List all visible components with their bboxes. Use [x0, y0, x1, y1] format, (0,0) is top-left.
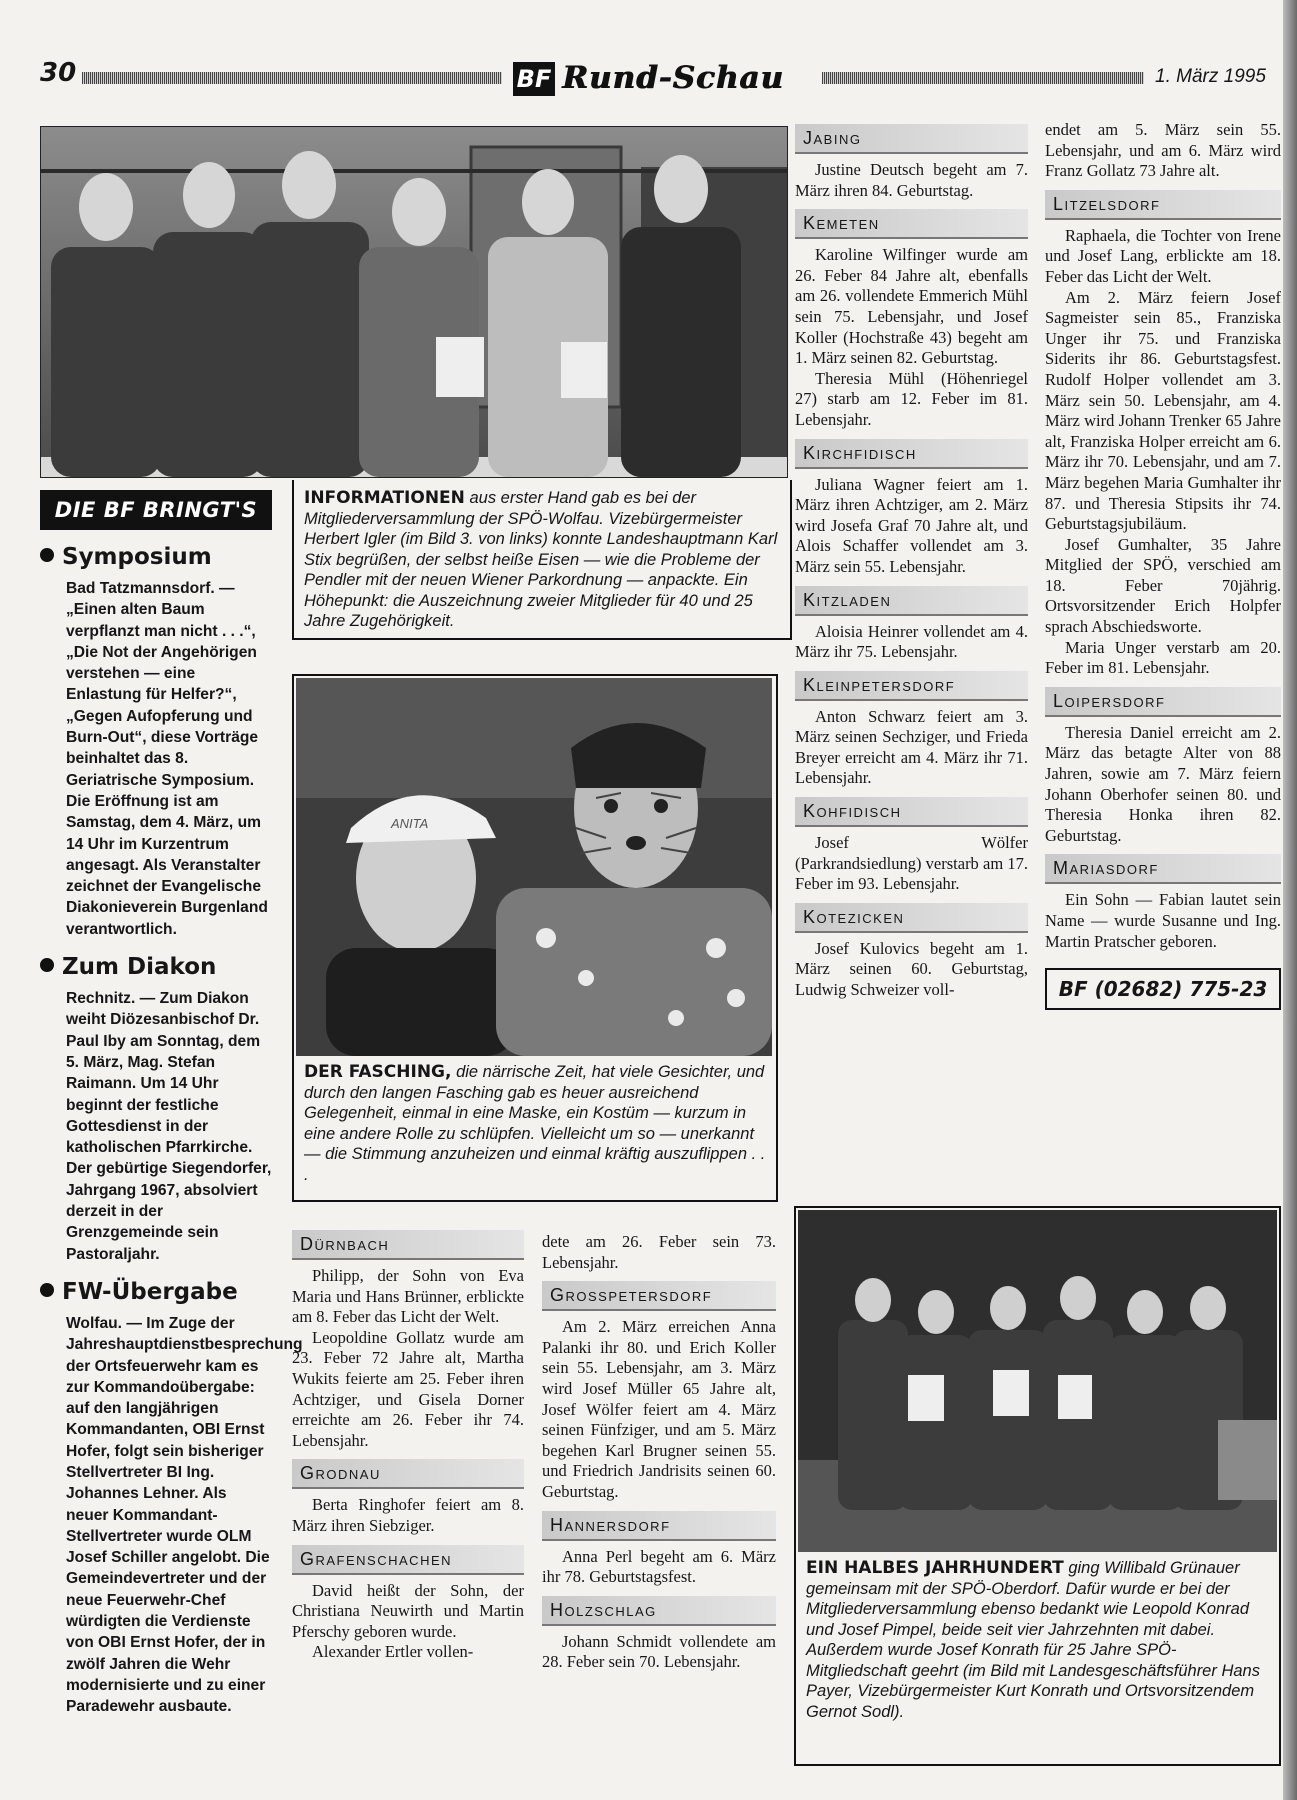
place-heading: Kohfidisch	[795, 797, 1028, 827]
place-text: David heißt der Sohn, der Christiana Neuwirth und Martin Pferschy geboren wurde.	[292, 1580, 524, 1641]
place-text: Ein Sohn — Fabian lautet sein Name — wurde Susanne und Ing. Martin Pratscher geboren.	[1045, 890, 1281, 951]
place-text: Philipp, der Sohn von Eva Maria und Hans Brünner, erblickte am 8. Feber das Licht der Welt.	[292, 1266, 524, 1327]
place-text: Alexander Ertler vollen-	[312, 1642, 474, 1662]
caption-informationen	[292, 480, 792, 640]
caption-text: ging Willibald Grünauer gemeinsam mit der SPÖ-Oberdorf. Dafür wurde er bei der Mitgliederversammlung ebenso bedankt wie Leopold Konrad und Josef Pimpel, beide seit vier Jahrzehnten mit dabei. Außerdem wurde Josef Konrath für 25 Jahre SPÖ-Mitgliedschaft geehrt (im Bild mit Landesgeschäftsführer Hans Payer, Vizebürgermeister Kurt Konrath und Ortsvorsitzendem Gernot Sodl).	[806, 1559, 1260, 1721]
caption-lead: EIN HALBES JAHRHUNDERT	[806, 1558, 1064, 1578]
place-heading: Hannersdorf	[542, 1511, 776, 1541]
photo-fasching	[296, 678, 772, 1056]
place-text: endet am 5. März sein 55. Lebensjahr, und am 6. März wird Franz Gollatz 73 Jahre alt.	[1045, 120, 1281, 181]
place-text: Berta Ringhofer feiert am 8. März ihren Siebziger.	[292, 1495, 524, 1535]
bringt-text-symposium: Bad Tatzmannsdorf. — „Einen alten Baum verpflanzt man nicht . . .“, „Die Not der Angehörigen verstehen — eine Enlastung für Helfer?“, „Gegen Aufopferung und Burn-Out“, diese Vorträge beinhaltet das 8. Geriatrische Symposium. Die Eröffnung ist am Samstag, dem 4. März, um 14 Uhr im Kurzentrum angesagt. Als Veranstalter zeichnet der Evangelische Diakonieverein Burgenland verantwortlich.	[66, 580, 268, 938]
fasching-photo-image	[296, 678, 772, 1056]
telephone-box: BF (02682) 775-23	[1045, 968, 1281, 1010]
place-text: Aloisia Heinrer vollendet am 4. März ihr 75. Lebensjahr.	[795, 621, 1028, 662]
column-places-1	[795, 120, 1028, 1001]
place-text: Josef Wölfer (Parkrandsiedlung) verstarb am 17. Feber im 93. Lebensjahr.	[795, 833, 1028, 894]
place-text: Juliana Wagner feiert am 1. März ihren Achtziger, am 2. März wird Josefa Graf 70 Jahre alt, und Alois Schaffer vollendet am 3. März sein 55. Lebensjahr.	[795, 474, 1028, 576]
page-number: 30	[40, 58, 77, 88]
place-heading: Kleinpetersdorf	[795, 671, 1028, 701]
place-text: Theresia Daniel erreicht am 2. März das betagte Alter von 88 Jahren, sowie am 7. März feiern Johann Oberhofer seinen 80. und Theresia Honka ihren 82. Geburtstag.	[1045, 722, 1281, 845]
bringt-text-fw: Wolfau. — Im Zuge der Jahreshauptdienstbesprechung der Ortsfeuerwehr kam es zur Kommandoübergabe: auf den langjährigen Kommandanten, OBI Ernst Hofer, folgt sein bisheriger Stellvertreter BI Ing. Johannes Lehner. Als neuer Kommandant-Stellvertreter wurde OLM Josef Schiller angelobt. Die Gemeindevertreter und der neue Feuerwehr-Chef würdigten die Verdienste von OBI Ernst Hofer, der in zwölf Jahren die Wehr modernisierte und zu einer Paradewehr ausbaute.	[66, 1314, 303, 1716]
scan-edge	[1283, 0, 1297, 1800]
page-date: 1. März 1995	[1155, 66, 1266, 87]
halbes-box	[794, 1206, 1281, 1766]
caption-lead: INFORMATIONEN	[304, 488, 465, 508]
place-heading: Kirchfidisch	[795, 439, 1028, 469]
bringt-heading-diakon	[40, 952, 272, 982]
cap-label: ANITA	[391, 816, 429, 831]
place-text: Anna Perl begeht am 6. März ihr 78. Geburtstagsfest.	[542, 1546, 776, 1587]
bullet-icon	[40, 1283, 54, 1297]
bringt-heading-symposium	[40, 542, 272, 572]
place-text: Am 2. März feiern Josef Sagmeister sein 85., Franziska Unger ihr 75. und Franziska Siderits ihr 86. Geburtstagsfest. Rudolf Holper vollendet am 3. März sein 50. Lebensjahr, am 4. März wird Johann Trenker 65 Jahre alt, Franziska Holper erreicht am 6. März ihr 70. Lebensjahr, und am 7. März begehen Maria Gumhalter ihr 87. und Theresia Stipsits ihr 74. Geburtstagsjubiläum.	[1045, 287, 1281, 534]
place-text: Josef Gumhalter, 35 Jahre Mitglied der SPÖ, verschied am 18. Feber 70jährig. Ortsvorsitzender Erich Holpfer sprach Abschiedsworte.	[1045, 534, 1281, 637]
place-text: Theresia Mühl (Höhenriegel 27) starb am 12. Feber im 81. Lebensjahr.	[795, 368, 1028, 429]
place-heading: Mariasdorf	[1045, 854, 1281, 884]
column-bottom-1	[292, 1226, 524, 1663]
place-text: Karoline Wilfinger wurde am 26. Feber 84 Jahre alt, ebenfalls am 26. vollendete Emmerich Mühl sein 75. Lebensjahr, und Josef Koller (Hochstraße 43) begeht am 1. März seinen 82. Geburtstag.	[795, 245, 1028, 368]
heading-text: FW-Übergabe	[62, 1278, 238, 1305]
oberdorf-photo-image	[798, 1210, 1277, 1552]
header-rule-left	[82, 72, 502, 84]
header-rule-right	[822, 72, 1144, 84]
place-heading: Holzschlag	[542, 1596, 776, 1626]
place-heading: Kitzladen	[795, 586, 1028, 616]
heading-text: Symposium	[62, 544, 212, 570]
fasching-box	[292, 674, 778, 1202]
place-heading: Kemeten	[795, 209, 1028, 239]
bullet-icon	[40, 548, 54, 562]
place-heading: Dürnbach	[292, 1230, 524, 1260]
bringt-text-diakon: Rechnitz. — Zum Diakon weiht Diözesanbischof Dr. Paul Iby am Sonntag, dem 5. März, Mag. Stefan Raimann. Um 14 Uhr beginnt der festliche Gottesdienst in der katholischen Pfarrkirche. Der gebürtige Siegendorfer, Jahrgang 1967, absolviert derzeit in der Grenzgemeinde sein Pastoraljahr.	[66, 990, 272, 1263]
column-bottom-2	[542, 1232, 776, 1673]
place-heading: Kotezicken	[795, 903, 1028, 933]
place-heading: Grosspetersdorf	[542, 1281, 776, 1311]
place-text: Josef Kulovics begeht am 1. März seinen 60. Geburtstag, Ludwig Schweizer voll-	[795, 938, 1028, 1000]
place-heading: Grodnau	[292, 1459, 524, 1489]
bringt-heading-fw	[40, 1277, 272, 1307]
place-text: Justine Deutsch begeht am 7. März ihren 84. Geburtstag.	[795, 160, 1028, 200]
caption-text: aus erster Hand gab es bei der Mitgliederversammlung der SPÖ-Wolfau. Vizebürgermeister Herbert Igler (im Bild 3. von links) konnte Landeshauptmann Karl Stix begrüßen, der selbst heiße Eisen — wie die Probleme der Pendler mit der neuen Wiener Parkordnung — anpackte. Ein Höhepunkt: die Auszeichnung zweier Mitglieder für 40 und 25 Jahre Zugehörigkeit.	[304, 489, 778, 630]
place-heading: Jabing	[795, 124, 1028, 154]
photo-spoe-wolfau	[40, 126, 788, 478]
heading-text: Zum Diakon	[62, 954, 217, 981]
bullet-icon	[40, 958, 54, 972]
place-text: Leopoldine Gollatz wurde am 23. Feber 72 Jahre alt, Martha Wukits feierte am 25. Feber ihren Achtziger, und Gisela Dorner erreichte am 26. Feber ihr 74. Lebensjahr.	[292, 1327, 524, 1450]
place-heading: Litzelsdorf	[1045, 190, 1281, 220]
bringt-column	[40, 490, 303, 1718]
place-text: Am 2. März erreichen Anna Palanki ihr 80. und Erich Koller sein 55. Lebensjahr, am 3. März wird Josef Müller 65 Jahre alt, Josef Wölfer feiert am 4. März seinen Fünfziger, und am 5. März begehen Karl Brugner seinen 55. und Friedrich Jandrisits seinen 60. Geburtstag.	[542, 1317, 776, 1501]
caption-lead: DER FASCHING,	[304, 1062, 452, 1082]
bringt-title: DIE BF BRINGT'S	[40, 490, 272, 530]
caption-text: die närrische Zeit, hat viele Gesichter, und durch den langen Fasching gab es heuer ausreichend Gelegenheit, einmal in eine Maske, ein Kostüm — kurzum in eine andere Rolle zu schlüpfen. Vielleicht um so — unerkannt — die Stimmung anzuheizen und einmal kräftig auszuflippen . . .	[304, 1063, 766, 1184]
place-text: Raphaela, die Tochter von Irene und Josef Lang, erblickte am 18. Feber das Licht der Welt.	[1045, 225, 1281, 286]
place-text: Johann Schmidt vollendete am 28. Feber sein 70. Lebensjahr.	[542, 1631, 776, 1672]
caption-halbes-jahrhundert	[806, 1558, 1268, 1722]
place-heading: Grafenschachen	[292, 1545, 524, 1575]
place-text: dete am 26. Feber sein 73. Lebensjahr.	[542, 1232, 776, 1272]
place-text: Anton Schwarz feiert am 3. März seinen Sechziger, und Frieda Breyer erreicht am 4. März ihr 71. Lebensjahr.	[795, 706, 1028, 788]
group-photo-image	[41, 127, 787, 477]
photo-spoe-oberdorf	[798, 1210, 1277, 1552]
caption-fasching	[304, 1062, 766, 1185]
logo-title: Rund-Schau	[562, 60, 784, 96]
column-places-2	[1045, 120, 1281, 1010]
place-heading: Loipersdorf	[1045, 687, 1281, 717]
logo-bf: BF	[513, 62, 555, 96]
place-text: Maria Unger verstarb am 20. Feber im 81. Lebensjahr.	[1045, 637, 1281, 678]
